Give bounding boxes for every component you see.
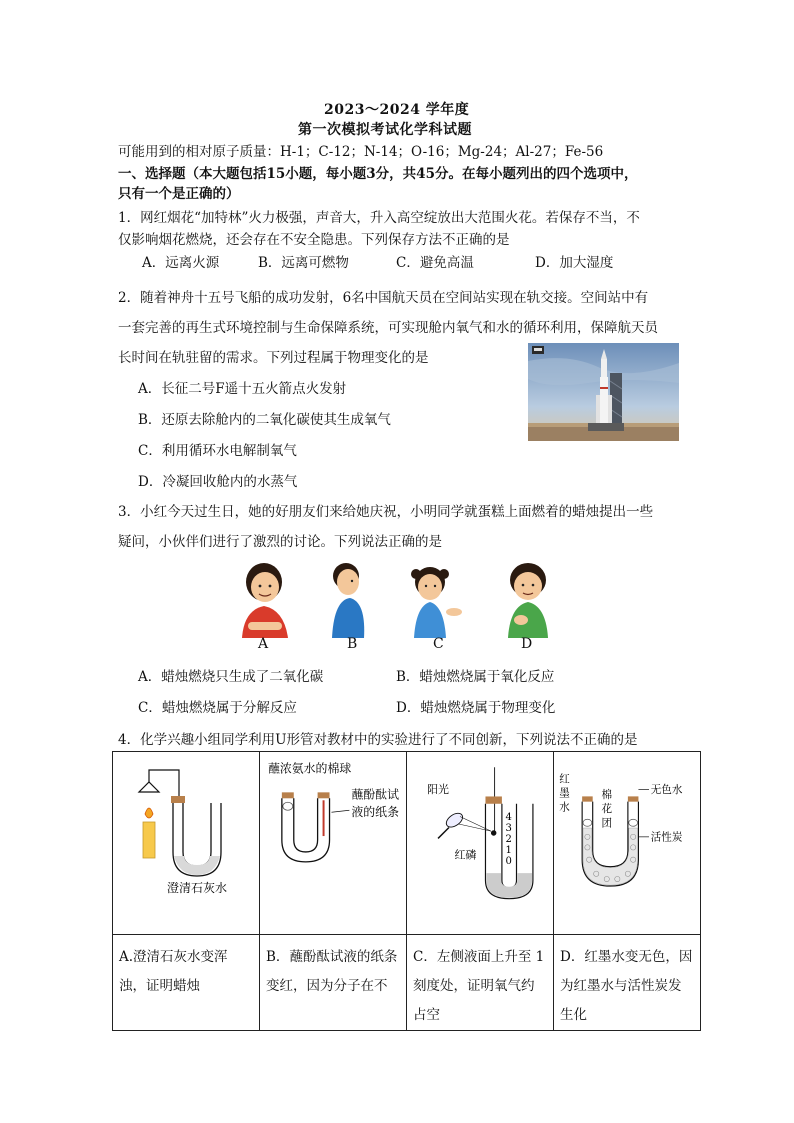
label-limewater: 澄清石灰水 [167, 881, 228, 895]
scale-1: 1 [505, 845, 512, 857]
school-year: 2023～2024 学年度 [324, 102, 470, 118]
exam-title: 第一次模拟考试化学科试题 [298, 122, 472, 138]
scale-0: 0 [505, 855, 512, 867]
person-d-figure [508, 563, 548, 638]
q2-stem-line2: 一套完善的再生式环境控制与生命保障系统，可实现舱内氧气和水的循环利用，保障航天员 [118, 320, 658, 336]
label-colorless-water: 无色水 [650, 783, 683, 796]
q3-option-c: C．蜡烛燃烧属于分解反应 [138, 700, 297, 716]
q2-option-c: C．利用循环水电解制氧气 [138, 443, 297, 459]
person-a-figure [242, 563, 288, 638]
section-heading-line2: 只有一个是正确的） [118, 186, 240, 202]
scale-4: 4 [505, 812, 512, 824]
u-tube-ammonia-diagram [260, 752, 406, 934]
q4-stem: 4．化学兴趣小组同学利用U形管对教材中的实验进行了不同创新，下列说法不正确的是 [118, 732, 638, 748]
q1-stem-line1: 1．网红烟花“加特林”火力极强，声音大，升入高空绽放出大范围火花。若保存不当，不 [118, 210, 640, 226]
q3-option-b: B．蜡烛燃烧属于氧化反应 [396, 669, 555, 685]
q3-option-a: A．蜡烛燃烧只生成了二氧化碳 [138, 669, 324, 685]
q2-option-d: D．冷凝回收舱内的水蒸气 [138, 474, 298, 490]
label-sunlight: 阳光 [427, 782, 449, 796]
q2-option-a: A．长征二号F遥十五火箭点火发射 [138, 381, 347, 397]
u-tube-limewater-diagram [113, 752, 259, 934]
q1-option-b: B．远离可燃物 [258, 255, 349, 271]
scale-3: 3 [505, 823, 512, 835]
label-red-ink-1: 红 [559, 773, 570, 786]
label-red-phosphorus: 红磷 [454, 848, 477, 862]
q2-stem-line1: 2．随着神舟十五号飞船的成功发射，6名中国航天员在空间站实现在轨交接。空间站中有 [118, 290, 649, 306]
label-phenolphthalein-1: 蘸酚酞试 [351, 787, 399, 802]
rocket-launch-photo [528, 343, 679, 441]
q3-stem-line1: 3．小红今天过生日，她的好朋友们来给她庆祝，小明同学就蛋糕上面燃着的蜡烛提出一些 [118, 504, 654, 520]
q1-stem-line2: 仅影响烟花燃烧，还会存在不安全隐患。下列保存方法不正确的是 [118, 232, 510, 248]
section-heading-line1: 一、选择题（本大题包括15小题，每小题3分，共45分。在每小题列出的四个选项中， [118, 166, 638, 182]
person-label-a: A [258, 636, 269, 652]
label-cotton-1: 棉 [601, 789, 613, 802]
q4-figure-d [554, 752, 701, 935]
person-label-d: D [521, 636, 533, 652]
label-red-ink-2: 墨 [559, 787, 570, 800]
q3-stem-line2: 疑问，小伙伴们进行了激烈的讨论。下列说法正确的是 [118, 534, 442, 550]
label-ammonia-cotton: 蘸浓氨水的棉球 [267, 761, 352, 776]
q4-figure-a [113, 752, 260, 935]
q1-option-d: D．加大湿度 [535, 255, 614, 271]
q4-experiment-table [112, 751, 701, 1031]
label-phenolphthalein-2: 液的纸条 [351, 805, 399, 820]
u-tube-charcoal-diagram [554, 752, 700, 934]
label-cotton-2: 花 [601, 803, 613, 816]
label-red-ink-3: 水 [559, 801, 570, 814]
person-label-b: B [347, 636, 358, 652]
person-label-c: C [433, 636, 444, 652]
atomic-masses: 可能用到的相对原子质量：H-1；C-12；N-14；O-16；Mg-24；Al-27；Fe-56 [118, 144, 604, 160]
q2-stem-line3: 长时间在轨驻留的需求。下列过程属于物理变化的是 [118, 350, 429, 366]
rocket-photo-graphic [528, 343, 679, 441]
q3-option-d: D．蜡烛燃烧属于物理变化 [396, 700, 556, 716]
q4-figure-b [260, 752, 407, 935]
q4-option-a-text: A.澄清石灰水变浑浊，证明蜡烛 [113, 935, 260, 1031]
q4-figure-c [407, 752, 554, 935]
person-c-figure [411, 567, 462, 638]
scale-2: 2 [505, 834, 512, 846]
kids-illustration [238, 560, 558, 652]
q4-option-b-text: B．蘸酚酞试液的纸条变红，因为分子在不 [260, 935, 407, 1031]
kids-graphic [238, 560, 558, 638]
label-activated-carbon: 活性炭 [650, 831, 683, 844]
u-tube-phosphorus-diagram [407, 752, 553, 934]
person-b-figure [332, 563, 364, 638]
q4-option-c-text: C．左侧液面上升至 1 刻度处，证明氧气约占空 [407, 935, 554, 1031]
q2-option-b: B．还原去除舱内的二氧化碳使其生成氧气 [138, 412, 391, 428]
label-cotton-3: 团 [601, 817, 613, 830]
q4-option-d-text: D．红墨水变无色，因为红墨水与活性炭发生化 [554, 935, 701, 1031]
q1-option-a: A．远离火源 [142, 255, 220, 271]
q1-option-c: C．避免高温 [396, 255, 474, 271]
